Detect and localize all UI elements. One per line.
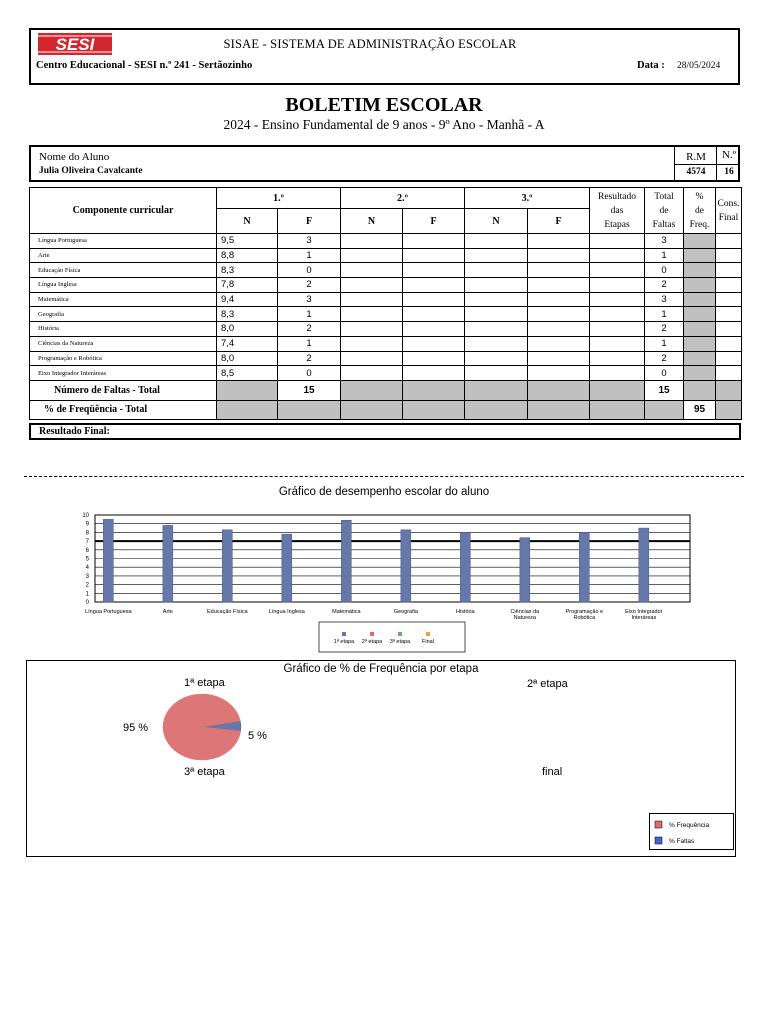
category-label: Arte: [162, 609, 173, 615]
freq-total-value: 95: [684, 400, 716, 419]
component-header: Componente curricular: [30, 188, 217, 234]
faltas-f1: 2: [278, 322, 341, 337]
y-tick-label: 9: [85, 521, 89, 528]
grade-n1: 7,4: [217, 336, 278, 351]
faltas-f1: 3: [278, 234, 341, 249]
y-tick-label: 8: [85, 530, 89, 537]
grades-table: [29, 187, 742, 420]
category-label: Ciências da: [510, 609, 540, 615]
category-label: Matemática: [332, 609, 361, 615]
subject-name: Eixo Integrador Interáreas: [30, 366, 217, 381]
subject-name: Ciências da Natureza: [30, 336, 217, 351]
y-tick-label: 5: [85, 556, 89, 563]
date-label: Data :: [637, 60, 665, 71]
freq-total-label: % de Freqüência - Total: [30, 400, 217, 419]
final-result-box: [29, 423, 741, 440]
frequency-legend-items: [650, 814, 733, 849]
stage-2-header: 2.º: [341, 188, 465, 209]
total-faltas-label: Número de Faltas - Total: [30, 380, 217, 400]
sesi-logo: [38, 33, 112, 55]
number-value: 16: [724, 167, 734, 177]
y-tick-label: 7: [85, 539, 89, 546]
faltas-f1: 3: [278, 292, 341, 307]
y-tick-label: 10: [82, 513, 89, 519]
table-row: [30, 336, 742, 351]
subject-name: Arte: [30, 248, 217, 263]
final-result-label: Resultado Final:: [39, 426, 110, 437]
grade-n1: 8,0: [217, 322, 278, 337]
legend-label: % Frequência: [669, 822, 710, 829]
document-title: BOLETIM ESCOLAR: [285, 94, 483, 116]
system-title: SISAE - SISTEMA DE ADMINISTRAÇÃO ESCOLAR: [223, 37, 517, 51]
table-row: [30, 351, 742, 366]
pie-panel-label: 1ª etapa: [184, 677, 225, 689]
total-faltas: 1: [645, 307, 684, 322]
y-tick-label: 0: [85, 600, 89, 606]
table-row: [30, 292, 742, 307]
grade-n1: 8,3: [217, 263, 278, 278]
bar: [579, 532, 589, 602]
stage-3-header: 3.º: [465, 188, 590, 209]
legend-swatch: [426, 632, 430, 636]
total-faltas: 0: [645, 263, 684, 278]
cons-final-header: Cons. Final: [716, 188, 742, 234]
subject-name: Geografia: [30, 307, 217, 322]
total-faltas-header: Total de Faltas: [645, 188, 684, 234]
grade-n1: 8,5: [217, 366, 278, 381]
freq-header: % de Freq.: [684, 188, 716, 234]
number-label: N.º: [721, 149, 737, 161]
bar: [401, 530, 411, 602]
grade-n1: 7,8: [217, 278, 278, 293]
rm-label: R.M: [686, 151, 706, 163]
n-header: N: [217, 209, 278, 234]
bar: [520, 538, 530, 602]
faltas-f1: 2: [278, 351, 341, 366]
subject-name: Programação e Robótica: [30, 351, 217, 366]
logo-text: SESI: [55, 35, 95, 54]
performance-chart: [60, 508, 700, 658]
center-name: Centro Educacional - SESI n.º 241 - Sertãozinho: [36, 60, 253, 71]
total-faltas: 2: [645, 322, 684, 337]
chart-legend: [319, 622, 465, 652]
category-label: Robótica: [573, 615, 596, 621]
y-tick-label: 1: [85, 591, 89, 598]
bar: [222, 530, 232, 602]
bar: [639, 528, 649, 602]
pie-slice-label: 5 %: [248, 730, 267, 742]
category-label: Língua Portuguesa: [85, 609, 132, 615]
faltas-f1: 1: [278, 248, 341, 263]
category-label: História: [456, 609, 475, 615]
faltas-f1: 0: [278, 366, 341, 381]
faltas-f1: 1: [278, 336, 341, 351]
f-header: F: [528, 209, 590, 234]
total-faltas-sum: 15: [645, 380, 684, 400]
category-label: Educação Física: [206, 609, 248, 615]
legend-swatch: [655, 837, 662, 844]
bar: [341, 520, 351, 602]
pie-panel-label: 2ª etapa: [527, 678, 568, 690]
student-box: [29, 145, 740, 182]
subject-name: Matemática: [30, 292, 217, 307]
grade-n1: 8,3: [217, 307, 278, 322]
subject-name: Língua Portuguesa: [30, 234, 217, 249]
y-tick-label: 4: [85, 565, 89, 572]
total-faltas: 3: [645, 234, 684, 249]
legend-swatch: [398, 632, 402, 636]
grade-n1: 9,4: [217, 292, 278, 307]
total-faltas-stage1: 15: [278, 380, 341, 400]
legend-swatch: [342, 632, 346, 636]
bar: [163, 525, 173, 602]
category-label: Interáreas: [631, 615, 657, 621]
student-name: Julia Oliveira Cavalcante: [39, 166, 143, 176]
subject-name: Educação Física: [30, 263, 217, 278]
pie-chart-stage1: [120, 690, 280, 765]
legend-label: 3ª etapa: [389, 639, 411, 645]
subject-name: Língua Inglesa: [30, 278, 217, 293]
performance-chart-title: Gráfico de desempenho escolar do aluno: [278, 486, 490, 498]
stage-1-header: 1.º: [217, 188, 341, 209]
category-label: Natureza: [513, 615, 536, 621]
pie-panel-label: final: [542, 766, 563, 778]
category-label: Geografia: [393, 609, 418, 615]
table-row: [30, 248, 742, 263]
table-row: [30, 307, 742, 322]
f-header: F: [278, 209, 341, 234]
y-tick-label: 6: [85, 547, 89, 554]
table-row: [30, 366, 742, 381]
n-header: N: [465, 209, 528, 234]
total-faltas: 3: [645, 292, 684, 307]
total-faltas: 2: [645, 278, 684, 293]
grade-n1: 8,8: [217, 248, 278, 263]
rm-value: 4574: [686, 167, 706, 177]
legend-label: Final: [422, 639, 434, 645]
table-row: [30, 278, 742, 293]
legend-label: 2ª etapa: [361, 639, 383, 645]
category-label: Eixo Integrador: [625, 609, 663, 615]
pie-panel-label: 3ª etapa: [184, 766, 225, 778]
pie-slice-label: 95 %: [123, 722, 149, 734]
legend-swatch: [655, 821, 662, 828]
category-label: Programação e: [565, 609, 604, 615]
rm-row-divider: [674, 164, 740, 165]
legend-label: 1ª etapa: [333, 639, 355, 645]
faltas-f1: 1: [278, 307, 341, 322]
category-label: Língua Inglesa: [268, 609, 305, 615]
total-faltas: 2: [645, 351, 684, 366]
subject-name: História: [30, 322, 217, 337]
y-tick-label: 3: [85, 573, 89, 580]
y-tick-label: 2: [85, 582, 89, 589]
total-faltas: 0: [645, 366, 684, 381]
result-header: Resultado das Etapas: [590, 188, 645, 234]
dashed-separator: [24, 476, 744, 477]
table-row: [30, 322, 742, 337]
legend-label: % Faltas: [669, 838, 695, 845]
grade-n1: 8,0: [217, 351, 278, 366]
f-header: F: [403, 209, 465, 234]
table-row: [30, 263, 742, 278]
grade-n1: 9,5: [217, 234, 278, 249]
bar: [460, 532, 470, 602]
total-faltas: 1: [645, 336, 684, 351]
document-subtitle: 2024 - Ensino Fundamental de 9 anos - 9º Ano - Manhã - A: [223, 117, 545, 132]
legend-swatch: [370, 632, 374, 636]
bar: [103, 519, 113, 602]
date-value: 28/05/2024: [677, 61, 721, 71]
n-header: N: [341, 209, 403, 234]
table-row: [30, 234, 742, 249]
student-name-label: Nome do Aluno: [39, 151, 110, 163]
faltas-f1: 0: [278, 263, 341, 278]
bar: [282, 534, 292, 602]
total-faltas: 1: [645, 248, 684, 263]
frequency-chart-title: Gráfico de % de Frequência por etapa: [283, 663, 479, 675]
faltas-f1: 2: [278, 278, 341, 293]
